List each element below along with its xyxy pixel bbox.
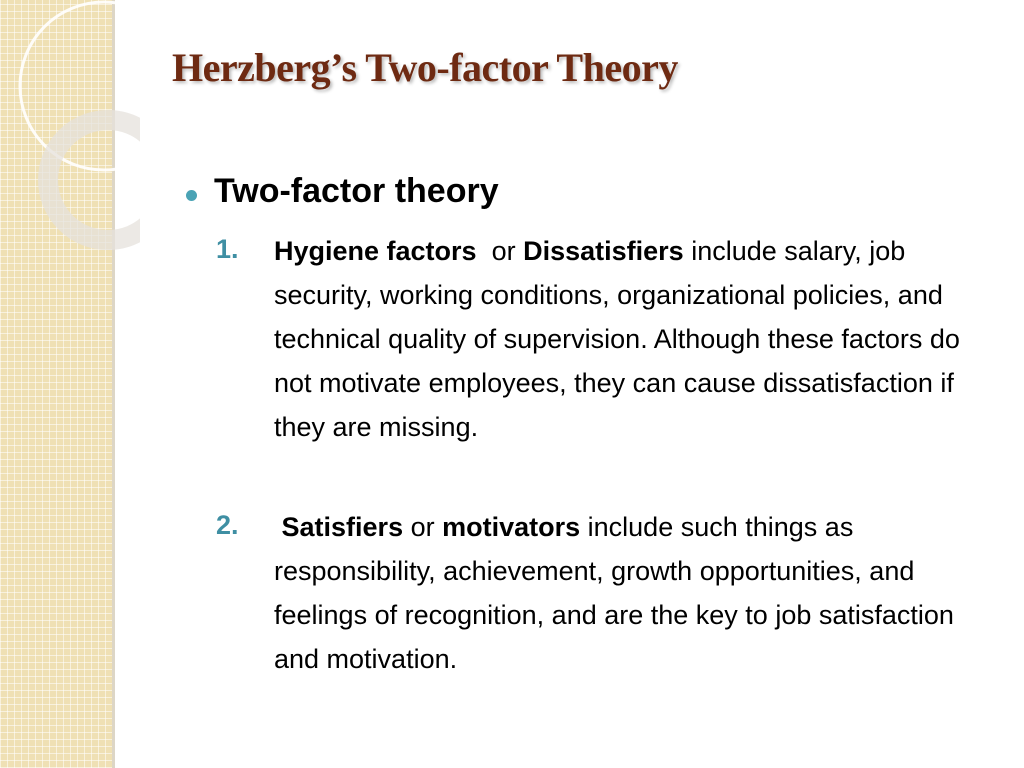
item-number-2: 2.: [216, 510, 239, 540]
bullet-heading: Two-factor theory: [214, 172, 499, 210]
item-term-motivators: motivators: [442, 512, 581, 542]
list-item-hygiene-factors: [274, 229, 979, 449]
item-description: include salary, job security, working conditions, organizational policies, and technical quality of supervision. Although these factors do not motivate employees, they can cause dissatisfaction if they are missing.: [274, 236, 960, 442]
slide-title: Herzberg’s Two-factor Theory: [172, 45, 678, 90]
list-item-satisfiers: [274, 505, 979, 681]
item-connector: or: [476, 236, 524, 266]
item-number-1: 1.: [216, 234, 239, 264]
item-term-hygiene-factors: Hygiene factors: [274, 236, 477, 266]
item-connector: or: [403, 512, 443, 542]
item-term-satisfiers: Satisfiers: [281, 512, 404, 542]
bullet-dot-icon: [186, 190, 197, 201]
item-lead-space: [274, 512, 282, 542]
item-description: include such things as responsibility, achievement, growth opportunities, and feelings of recognition, and are the key to job satisfaction and motivation.: [274, 512, 954, 674]
item-term-dissatisfiers: Dissatisfiers: [523, 236, 684, 266]
